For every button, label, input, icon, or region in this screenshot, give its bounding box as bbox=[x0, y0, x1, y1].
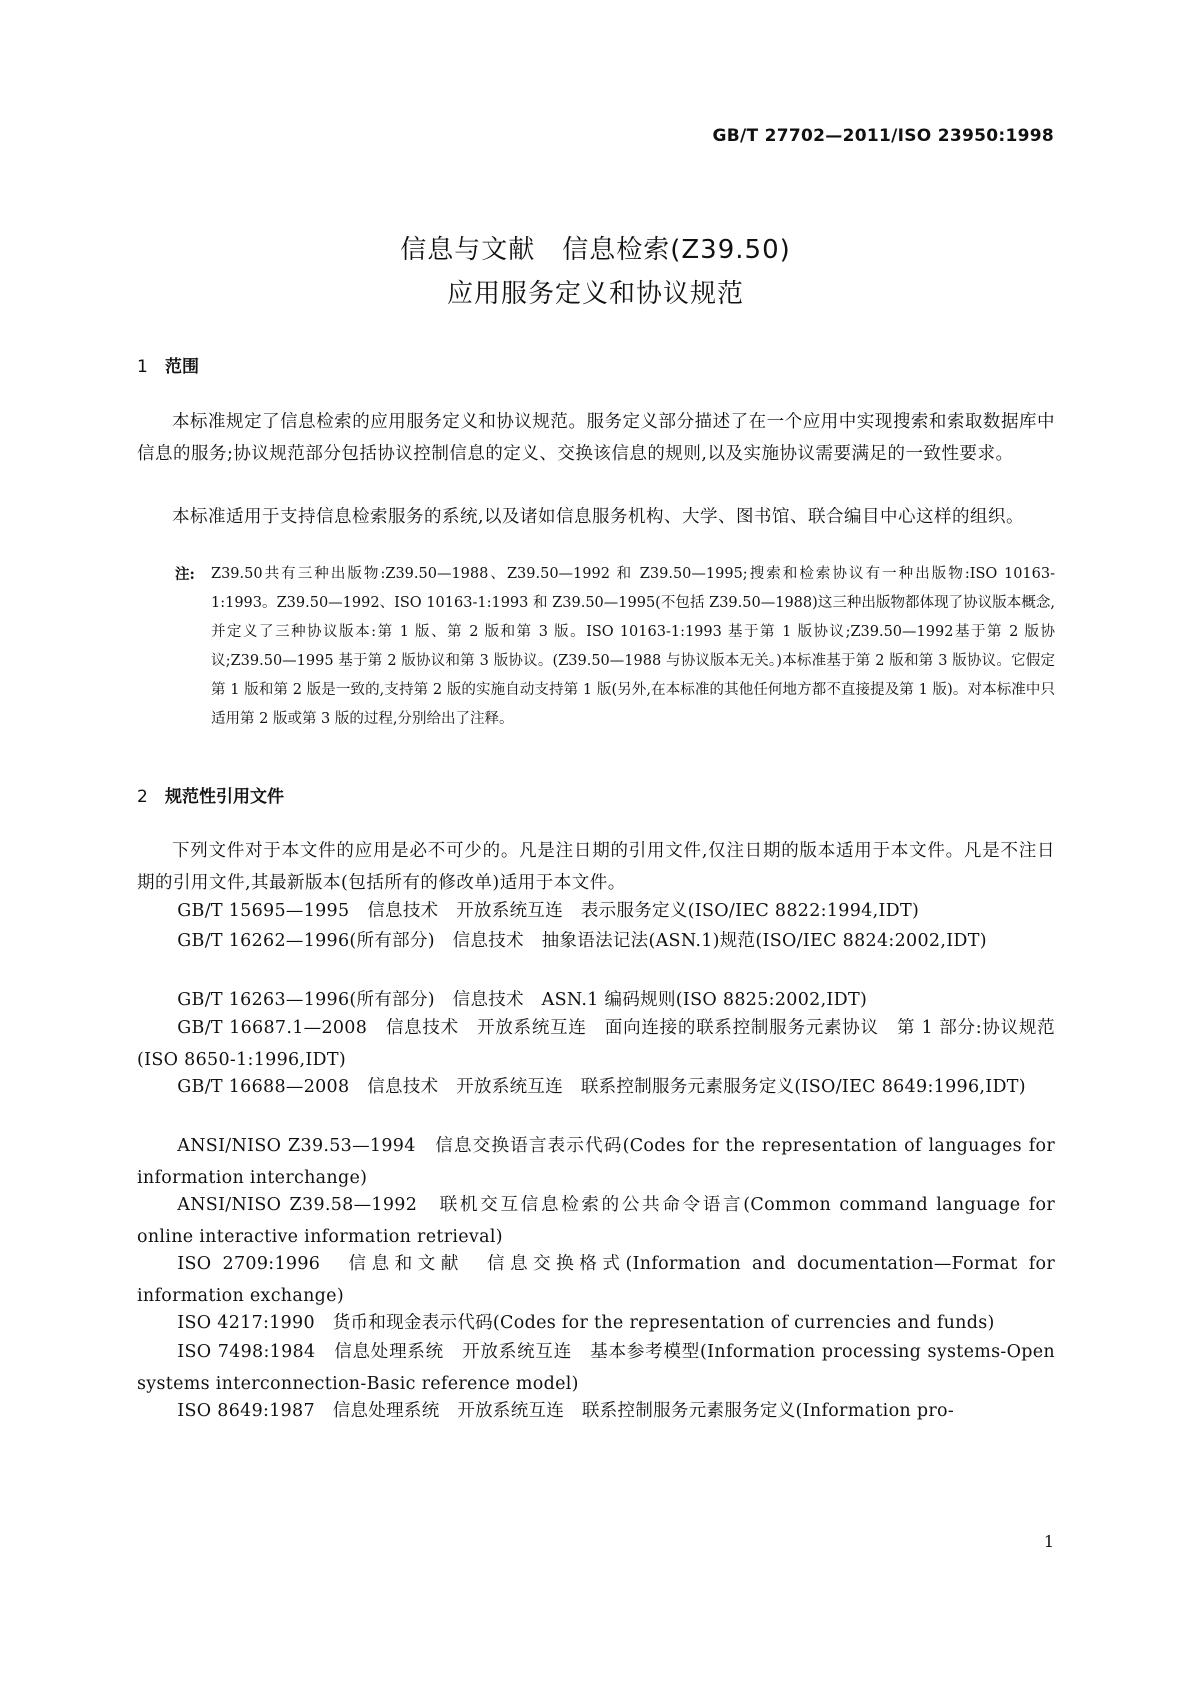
section-2-number: 2 bbox=[137, 787, 148, 807]
reference-item: ANSI/NISO Z39.58—1992 联机交互信息检索的公共命令语言(Common command language for online interactive information retrieval) bbox=[137, 1195, 1055, 1247]
note-text: Z39.50共有三种出版物:Z39.50—1988、Z39.50—1992 和 Z39.50—1995;搜索和检索协议有一种出版物:ISO 10163-1:1993。Z39.50—1992、ISO 10163-1:1993 和 Z39.50—1995(不包括 Z39.50—1988)这三种出版物都体现了协议版本概念,并定义了三种协议版本:第 1 版、第 2 版和第 3 版。ISO 10163-1:1993 基于第 1 版协议;Z39.50—1992基于第 2 版协议;Z39.50—1995 基于第 2 版协议和第 3 版协议。(Z39.50—1988 与协议版本无关。)本标准基于第 2 版和第 3 版协议。它假定第 1 版和第 2 版是一致的,支持第 2 版的实施自动支持第 1 版(另外,在本标准的其他任何地方都不直接提及第 1 版)。对本标准中只适用第 2 版或第 3 版的过程,分别给出了注释。 bbox=[211, 566, 1055, 727]
reference-item: ISO 2709:1996 信息和文献 信息交换格式(Information and documentation—Format for information exchange) bbox=[137, 1254, 1055, 1306]
reference-item: GB/T 16262—1996(所有部分) 信息技术 抽象语法记法(ASN.1)规范(ISO/IEC 8824:2002,IDT) bbox=[177, 931, 987, 951]
section-2-title: 规范性引用文件 bbox=[165, 787, 284, 807]
reference-item: GB/T 16263—1996(所有部分) 信息技术 ASN.1 编码规则(ISO 8825:2002,IDT) bbox=[177, 990, 868, 1010]
section-1-heading bbox=[137, 352, 199, 377]
section-1-paragraph-2: 本标准适用于支持信息检索服务的系统,以及诸如信息服务机构、大学、图书馆、联合编目中心这样的组织。 bbox=[172, 507, 1025, 527]
reference-item: ISO 7498:1984 信息处理系统 开放系统互连 基本参考模型(Information processing systems-Open systems interconnection-Basic reference model) bbox=[137, 1342, 1055, 1394]
section-2-heading bbox=[137, 782, 284, 807]
document-title bbox=[0, 228, 1191, 316]
reference-item: GB/T 16688—2008 信息技术 开放系统互连 联系控制服务元素服务定义(ISO/IEC 8649:1996,IDT) bbox=[177, 1077, 1026, 1097]
reference-item: ANSI/NISO Z39.53—1994 信息交换语言表示代码(Codes for the representation of languages for information interchange) bbox=[137, 1136, 1055, 1188]
section-1-title: 范围 bbox=[165, 357, 199, 377]
reference-item: ISO 4217:1990 货币和现金表示代码(Codes for the representation of currencies and funds) bbox=[177, 1313, 995, 1333]
section-1-note bbox=[175, 560, 1055, 734]
section-1-number: 1 bbox=[137, 357, 148, 377]
reference-item: GB/T 16687.1—2008 信息技术 开放系统互连 面向连接的联系控制服务元素协议 第 1 部分:协议规范(ISO 8650-1:1996,IDT) bbox=[137, 1018, 1055, 1070]
title-line-1: 信息与文献 信息检索(Z39.50) bbox=[400, 235, 791, 265]
title-line-2: 应用服务定义和协议规范 bbox=[446, 279, 744, 309]
standard-code-header: GB/T 27702—2011/ISO 23950:1998 bbox=[712, 126, 1054, 146]
reference-item: ISO 8649:1987 信息处理系统 开放系统互连 联系控制服务元素服务定义(Information pro- bbox=[177, 1401, 955, 1421]
page-number: 1 bbox=[1043, 1532, 1054, 1551]
section-1-paragraph-1: 本标准规定了信息检索的应用服务定义和协议规范。服务定义部分描述了在一个应用中实现搜索和索取数据库中信息的服务;协议规范部分包括协议控制信息的定义、交换该信息的规则,以及实施协议需要满足的一致性要求。 bbox=[137, 412, 1055, 464]
note-label: 注: bbox=[175, 566, 195, 583]
section-2-intro: 下列文件对于本文件的应用是必不可少的。凡是注日期的引用文件,仅注日期的版本适用于本文件。凡是不注日期的引用文件,其最新版本(包括所有的修改单)适用于本文件。 bbox=[137, 841, 1055, 893]
reference-item: GB/T 15695—1995 信息技术 开放系统互连 表示服务定义(ISO/IEC 8822:1994,IDT) bbox=[177, 901, 920, 921]
